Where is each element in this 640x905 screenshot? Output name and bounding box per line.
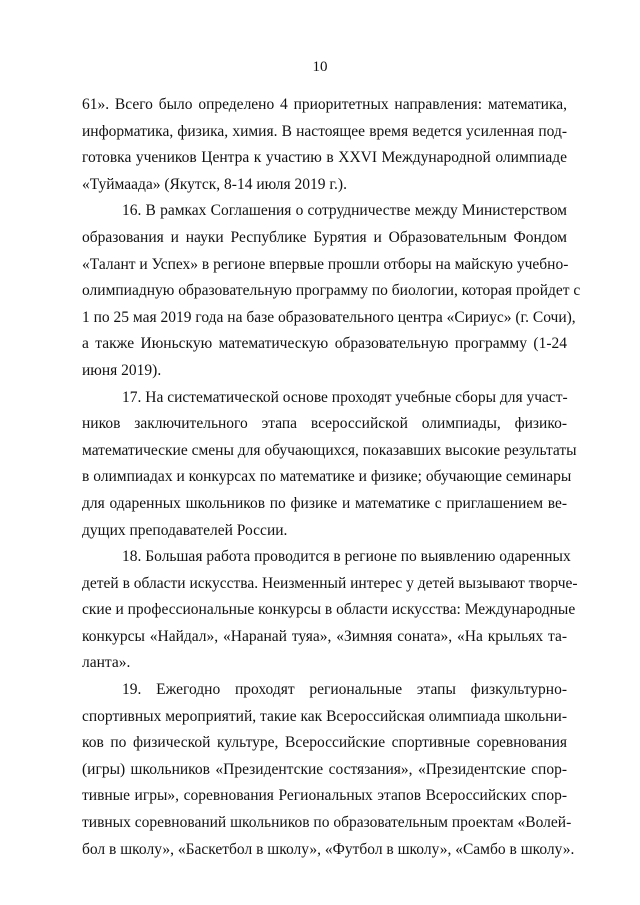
- text-line: ланта».: [82, 654, 131, 672]
- text-line: образования и науки Республике Бурятия и Образовательным Фондом: [82, 228, 567, 246]
- text-line: ков по физической культуре, Всероссийские спортивные соревнования: [82, 734, 567, 752]
- text-line: 61». Всего было определено 4 приоритетных направления: математика,: [82, 96, 567, 113]
- page-number: 10: [312, 59, 328, 75]
- text-line: а также Июньскую математическую образовательную программу (1-24: [82, 335, 567, 353]
- paragraph-first-line: 17. На систематической основе проходят учебные сборы для участ-: [122, 388, 568, 406]
- text-line: ников заключительного этапа всероссийской олимпиады, физико-: [82, 415, 567, 433]
- text-line: «Талант и Успех» в регионе впервые прошли отборы на майскую учебно-: [82, 255, 569, 273]
- text-line: конкурсы «Найдал», «Наранай туяа», «Зимняя соната», «На крыльях та-: [82, 627, 567, 645]
- text-line: математические смены для обучающихся, показавших высокие результаты: [82, 441, 577, 459]
- paragraph-first-line: 16. В рамках Соглашения о сотрудничестве между Министерством: [122, 202, 567, 220]
- text-line: информатика, физика, химия. В настоящее время ведется усиленная под-: [82, 122, 567, 140]
- text-line: ские и профессиональные конкурсы в области искусства: Международные: [82, 601, 576, 619]
- text-line: (игры) школьников «Президентские состязания», «Президентские спор-: [82, 760, 567, 778]
- text-line: 1 по 25 мая 2019 года на базе образовательного центра «Сириус» (г. Сочи),: [82, 308, 576, 326]
- text-line: готовка учеников Центра к участию в XXVI Международной олимпиаде: [82, 149, 567, 167]
- text-line: бол в школу», «Баскетбол в школу», «Футбол в школу», «Самбо в школу».: [82, 840, 575, 858]
- body-text: [82, 92, 581, 863]
- text-line: тивные игры», соревнования Региональных этапов Всероссийских спор-: [82, 787, 567, 805]
- text-line: дущих преподавателей России.: [82, 521, 288, 539]
- text-line: в олимпиадах и конкурсах по математике и физике; обучающие семинары: [82, 468, 572, 486]
- text-line: спортивных мероприятий, такие как Всероссийская олимпиада школьни-: [82, 707, 567, 725]
- paragraph-first-line: 18. Большая работа проводится в регионе по выявлению одаренных: [122, 548, 571, 566]
- text-line: июня 2019).: [82, 361, 162, 379]
- paragraph-first-line: 19. Ежегодно проходят региональные этапы физкультурно-: [122, 681, 567, 699]
- text-line: олимпиадную образовательную программу по биологии, которая пройдет с: [82, 282, 581, 300]
- text-line: детей в области искусства. Неизменный интерес у детей вызывают творче-: [82, 574, 578, 592]
- text-line: для одаренных школьников по физике и математике с приглашением ве-: [82, 494, 567, 512]
- text-line: «Туймаада» (Якутск, 8-14 июля 2019 г.).: [82, 175, 347, 193]
- text-line: тивных соревнований школьников по образовательным проектам «Волей-: [82, 814, 572, 832]
